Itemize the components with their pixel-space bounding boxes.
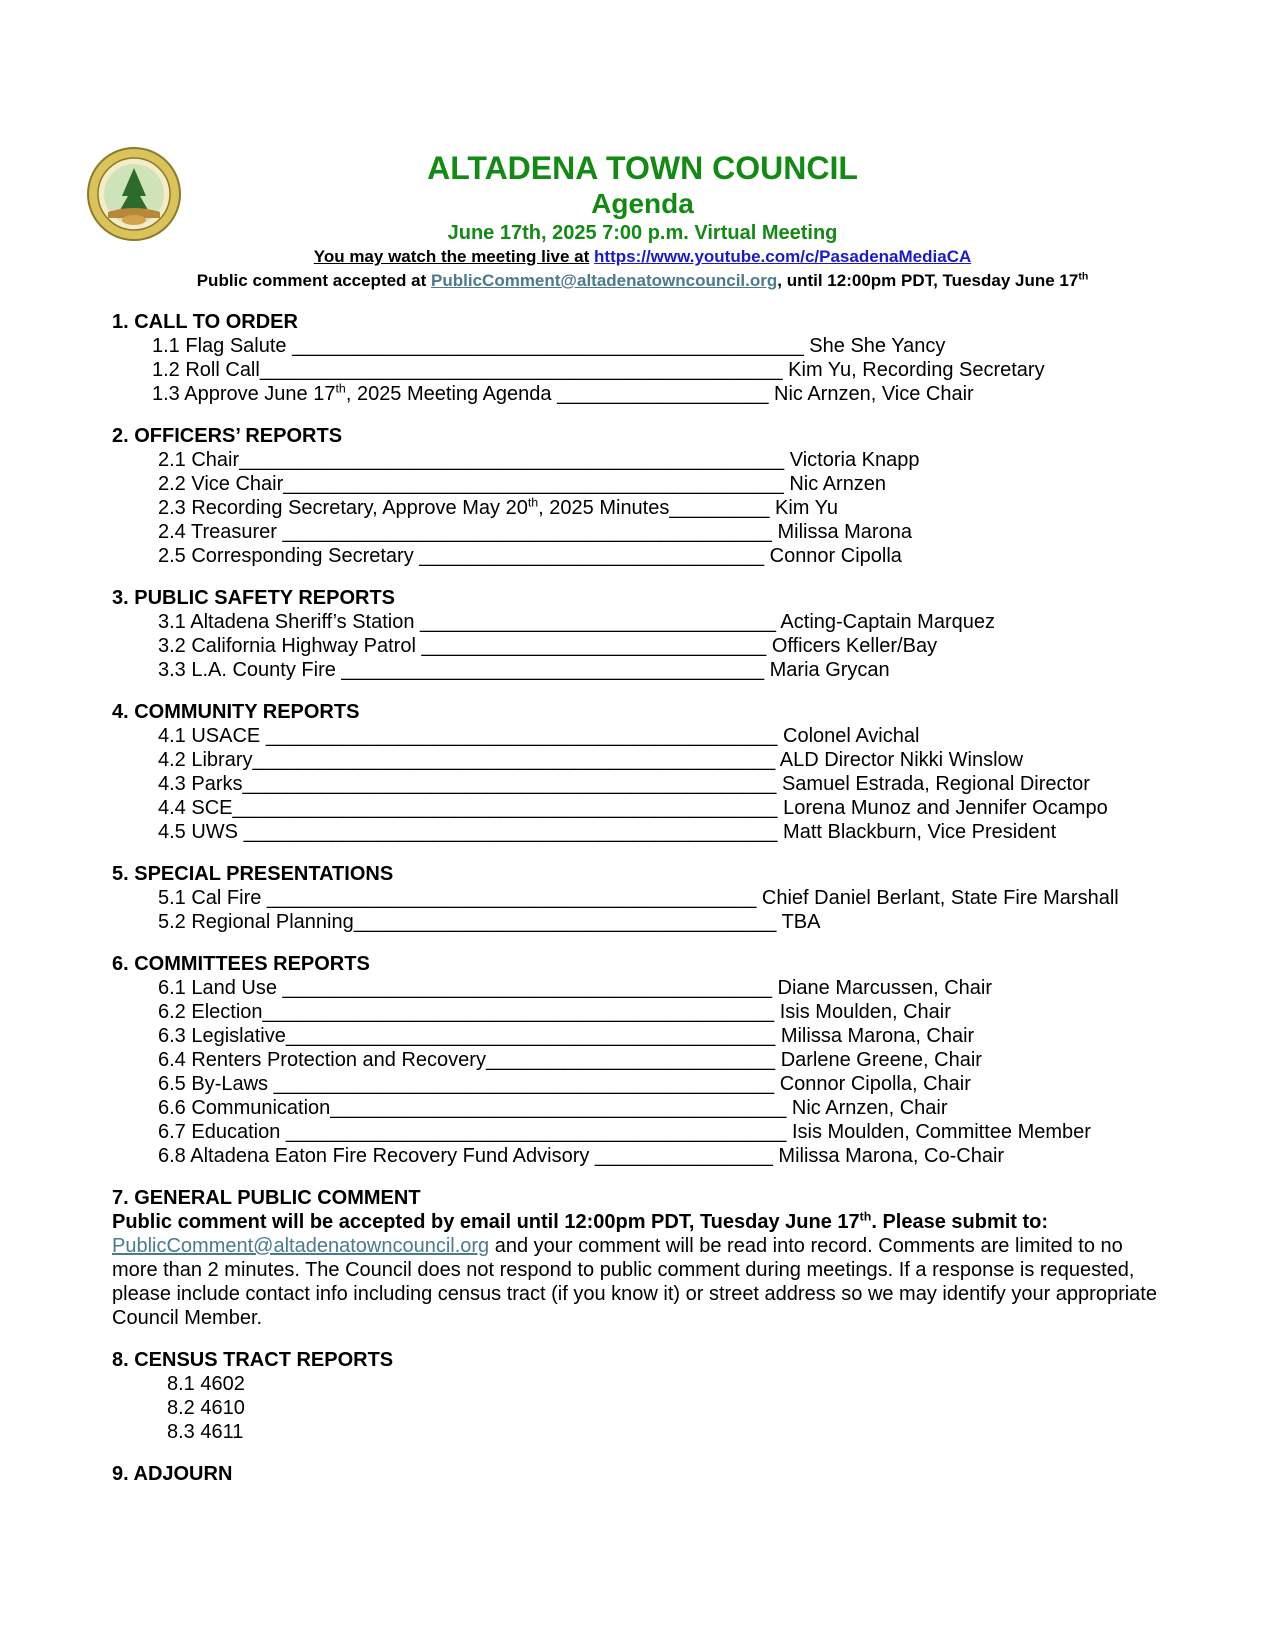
section-census-tract-reports: [112, 1348, 1172, 1444]
item-sup: th: [527, 495, 539, 510]
item-pre: 1.3 Approve June 17: [152, 383, 336, 405]
agenda-item: 4.5 UWS ________________________________________________ Matt Blackburn, Vice President: [158, 821, 1057, 843]
pc-prefix: Public comment accepted at: [196, 271, 427, 290]
agenda-item: 6.8 Altadena Eaton Fire Recovery Fund Advisory ________________ Milissa Marona, Co-Chair: [158, 1145, 1005, 1167]
section-title: 9. ADJOURN: [112, 1463, 233, 1485]
agenda-item: 2.1 Chair_________________________________________________ Victoria Knapp: [158, 449, 920, 471]
section-adjourn: [112, 1462, 1172, 1486]
section-committees-reports: [112, 952, 1172, 1168]
agenda-item: 5.1 Cal Fire ____________________________________________ Chief Daniel Berlant, State Fire Marshall: [158, 887, 1119, 909]
public-comment-paragraph: [112, 1210, 1172, 1330]
agenda-item: 4.3 Parks________________________________________________ Samuel Estrada, Regional Director: [158, 773, 1090, 795]
comment-text: and your comment will be read into record. Comments are limited to no more than 2 minutes. The Council does not respond to public comment during meetings. If a response is requested, please include contact info including census tract (if you know it) or street address so we may identify your appropriate Council Member.: [112, 1235, 1157, 1329]
section-officers-reports: [112, 424, 1172, 568]
comment-bold-post: . Please submit to:: [871, 1211, 1049, 1233]
agenda-item: 4.1 USACE ______________________________________________ Colonel Avichal: [158, 725, 920, 747]
agenda-item: 6.4 Renters Protection and Recovery__________________________ Darlene Greene, Chair: [158, 1049, 982, 1071]
section-title: 5. SPECIAL PRESENTATIONS: [112, 863, 394, 885]
agenda-body: [112, 310, 1172, 1504]
agenda-item: 3.3 L.A. County Fire ______________________________________ Maria Grycan: [158, 659, 890, 681]
agenda-item: 4.4 SCE_________________________________________________ Lorena Munoz and Jennifer Ocampo: [158, 797, 1108, 819]
agenda-item: 8.2 4610: [167, 1397, 245, 1419]
agenda-item: 1.2 Roll Call_______________________________________________ Kim Yu, Recording Secretary: [152, 359, 1045, 381]
agenda-item: 5.2 Regional Planning______________________________________ TBA: [158, 911, 821, 933]
agenda-item: 8.1 4602: [167, 1373, 245, 1395]
item-post: , 2025 Minutes_________ Kim Yu: [538, 497, 839, 519]
item-sup: th: [335, 381, 346, 396]
agenda-item: 2.2 Vice Chair_____________________________________________ Nic Arnzen: [158, 473, 887, 495]
section-public-safety-reports: [112, 586, 1172, 682]
pc-sup: th: [1078, 270, 1089, 283]
agenda-item: 8.3 4611: [167, 1421, 244, 1443]
agenda-item: 6.2 Election______________________________________________ Isis Moulden, Chair: [158, 1001, 951, 1023]
section-title: 8. CENSUS TRACT REPORTS: [112, 1349, 394, 1371]
comment-bold-sup: th: [859, 1209, 872, 1224]
section-title: 7. GENERAL PUBLIC COMMENT: [112, 1187, 421, 1209]
comment-email-link[interactable]: PublicComment@altadenatowncouncil.org: [112, 1235, 490, 1257]
agenda-item: 6.6 Communication_________________________________________ Nic Arnzen, Chair: [158, 1097, 948, 1119]
agenda-item: 6.3 Legislative____________________________________________ Milissa Marona, Chair: [158, 1025, 975, 1047]
agenda-item: 2.4 Treasurer ____________________________________________ Milissa Marona: [158, 521, 912, 543]
section-title: 4. COMMUNITY REPORTS: [112, 701, 360, 723]
section-title: 3. PUBLIC SAFETY REPORTS: [112, 587, 396, 609]
org-name: ALTADENA TOWN COUNCIL: [427, 150, 858, 186]
youtube-link[interactable]: https://www.youtube.com/c/PasadenaMediaCA: [594, 247, 972, 266]
agenda-item: 3.2 California Highway Patrol _______________________________ Officers Keller/Bay: [158, 635, 938, 657]
section-special-presentations: [112, 862, 1172, 934]
agenda-item: [112, 382, 1172, 406]
pc-suffix: , until 12:00pm PDT, Tuesday June 17: [777, 271, 1079, 290]
section-general-public-comment: [112, 1186, 1172, 1330]
pc-email-link[interactable]: PublicComment@altadenatowncouncil.org: [431, 271, 778, 290]
section-call-to-order: [112, 310, 1172, 406]
section-title: 1. CALL TO ORDER: [112, 311, 298, 333]
agenda-item: [112, 496, 1172, 520]
section-community-reports: [112, 700, 1172, 844]
public-comment-line: [10, 268, 1275, 294]
agenda-item: 6.1 Land Use ____________________________________________ Diane Marcussen, Chair: [158, 977, 993, 999]
document-header: [0, 148, 1275, 294]
item-post: , 2025 Meeting Agenda ___________________ Nic Arnzen, Vice Chair: [345, 383, 974, 405]
agenda-item: 6.5 By-Laws _____________________________________________ Connor Cipolla, Chair: [158, 1073, 971, 1095]
agenda-item: 3.1 Altadena Sheriff’s Station ________________________________ Acting-Captain Marquez: [158, 611, 995, 633]
comment-bold-pre: Public comment will be accepted by email until 12:00pm PDT, Tuesday June 17: [112, 1211, 860, 1233]
agenda-item: 2.5 Corresponding Secretary _______________________________ Connor Cipolla: [158, 545, 902, 567]
item-pre: 2.3 Recording Secretary, Approve May 20: [158, 497, 528, 519]
section-title: 2. OFFICERS’ REPORTS: [112, 425, 343, 447]
doc-type: Agenda: [591, 188, 694, 219]
agenda-item: 1.1 Flag Salute ______________________________________________ She She Yancy: [152, 335, 946, 357]
agenda-item: 4.2 Library_______________________________________________ ALD Director Nikki Winslow: [158, 749, 1024, 771]
watch-text: You may watch the meeting live at: [313, 247, 590, 266]
watch-line: [10, 246, 1275, 268]
section-title: 6. COMMITTEES REPORTS: [112, 953, 370, 975]
agenda-item: 6.7 Education _____________________________________________ Isis Moulden, Committee Member: [158, 1121, 1091, 1143]
meeting-info: June 17th, 2025 7:00 p.m. Virtual Meeting: [447, 222, 838, 244]
